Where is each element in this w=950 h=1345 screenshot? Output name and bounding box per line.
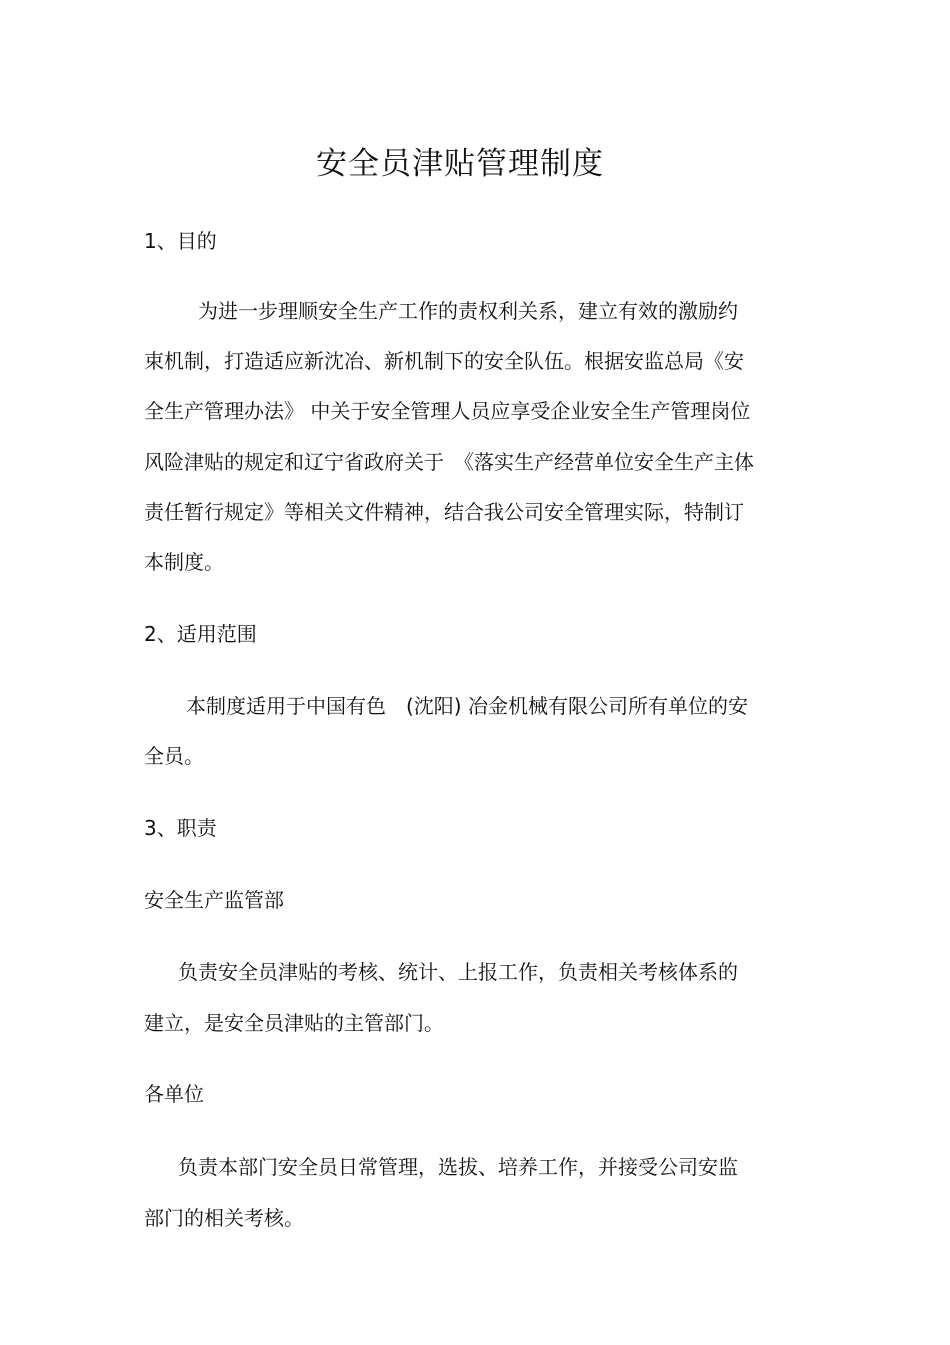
section-heading-responsibilities: 3、职责 — [144, 816, 217, 840]
section-heading-purpose: 1、目的 — [144, 229, 217, 253]
section-heading-scope: 2、适用范围 — [144, 622, 257, 646]
document-title: 安全员津贴管理制度 — [316, 146, 604, 182]
paragraph-line: 负责安全员津贴的考核、统计、上报工作，负责相关考核体系的 — [178, 960, 738, 984]
paragraph-line: 本制度。 — [144, 550, 224, 574]
paragraph-line: 全生产管理办法》 中关于安全管理人员应享受企业安全生产管理岗位 — [144, 399, 751, 423]
paragraph-line: 建立，是安全员津贴的主管部门。 — [144, 1011, 444, 1035]
department-heading-safety: 安全生产监管部 — [144, 888, 284, 912]
paragraph-line: 部门的相关考核。 — [144, 1206, 304, 1230]
paragraph-line: 负责本部门安全员日常管理，选拔、培养工作，并接受公司安监 — [178, 1155, 738, 1179]
paragraph-line: 责任暂行规定》等相关文件精神，结合我公司安全管理实际，特制订 — [144, 500, 744, 524]
paragraph-line: 为进一步理顺安全生产工作的责权利关系，建立有效的激励约 — [198, 299, 738, 323]
paragraph-line: 风险津贴的规定和辽宁省政府关于 《落实生产经营单位安全生产主体 — [144, 450, 754, 474]
paragraph-line: 全员。 — [144, 744, 204, 768]
department-heading-units: 各单位 — [144, 1082, 204, 1106]
paragraph-line: 束机制，打造适应新沈冶、新机制下的安全队伍。根据安监总局《安 — [144, 349, 744, 373]
paragraph-line: 本制度适用于中国有色 (沈阳) 冶金机械有限公司所有单位的安 — [186, 694, 748, 718]
